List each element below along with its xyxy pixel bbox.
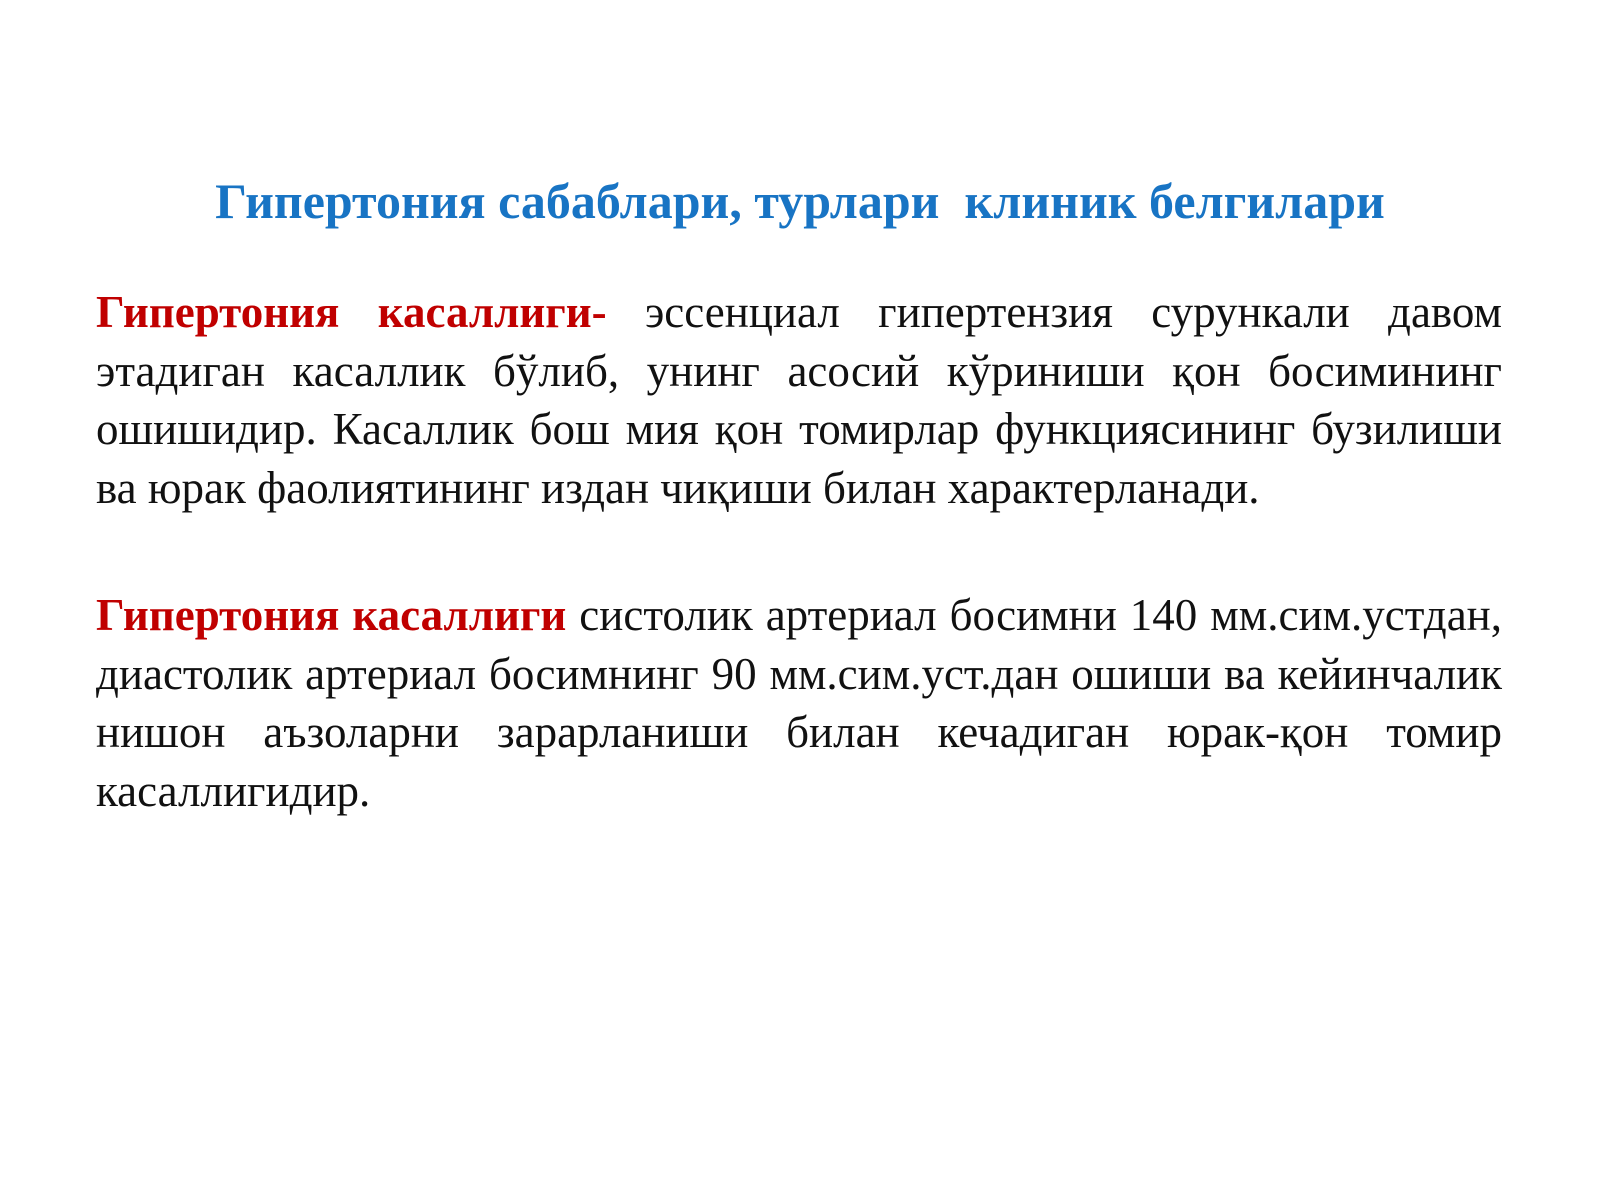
- paragraph-term: Гипертония касаллиги: [96, 590, 567, 640]
- paragraph-term: Гипертония касаллиги-: [96, 287, 607, 337]
- paragraph-text: эссенциал гипертензия сурункали давом этадиган касаллик бўлиб, унинг асосий кўриниши қон босимининг ошишидир. Касаллик бош мия қон томирлар функциясининг бузилиши ва юрак фаолиятининг издан чиқиши билан характерланади.: [96, 287, 1502, 513]
- paragraph-definition: [96, 283, 1502, 517]
- paragraph-criteria: [96, 586, 1502, 820]
- slide-title: Гипертония сабаблари, турлари клиник белгилари: [215, 173, 1385, 229]
- paragraph-text: систолик артериал босимни 140 мм.сим.устдан, диастолик артериал босимнинг 90 мм.сим.уст.дан ошиши ва кейинчалик нишон аъзоларни зарарланиши билан кечадиган юрак-қон томир касаллигидир.: [96, 590, 1503, 816]
